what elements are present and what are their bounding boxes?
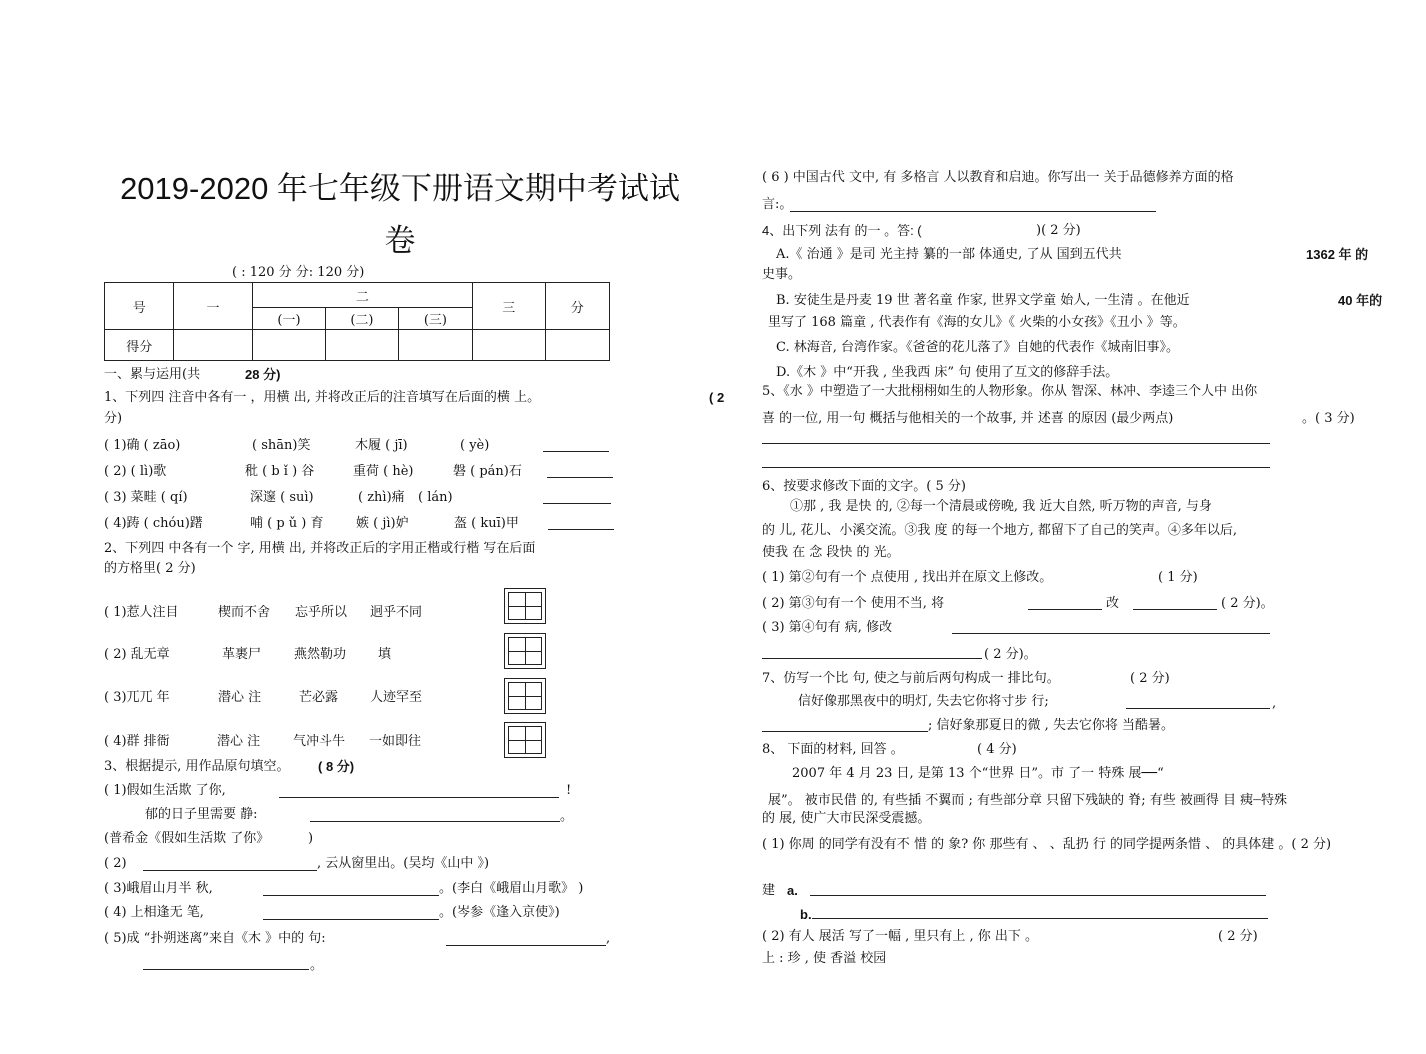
q6b-sub3: ( 3) 第④句有 病, 修改 bbox=[762, 620, 893, 635]
q3-3-text: ( 3)峨眉山月半 秋, bbox=[104, 881, 213, 896]
q6-line1: ( 6 ) 中国古代 文中, 有 多格言 人以教育和启迪。你写出一 关于品德修养方面的格 bbox=[762, 170, 1234, 185]
cell-sub-1: (一) bbox=[252, 308, 325, 330]
answer-grid-box-1[interactable] bbox=[504, 588, 546, 624]
score-info: ( : 120 分 分: 120 分) bbox=[232, 265, 365, 280]
exam-title-line1: 2019-2020 年七年级下册语文期中考试试 bbox=[120, 171, 680, 206]
cell-part-two: 二 bbox=[252, 283, 472, 308]
answer-grid-box-3[interactable] bbox=[504, 678, 546, 714]
q5-line2: 喜 的一位, 用一句 概括与他相关的一个故事, 并 述喜 的原因 (最少两点) bbox=[762, 411, 1174, 426]
q1-row1-item2: ( shān)笑 bbox=[252, 438, 311, 453]
q4-points: )( 2 分) bbox=[1036, 223, 1081, 238]
q1-row4-item3: 嫉 ( jì)妒 bbox=[356, 516, 409, 531]
q3-1a-text: ( 1)假如生活欺 了你, bbox=[104, 783, 226, 798]
q7-line2-end: ; 信好象那夏日的微 , 失去它你将 当酷暑。 bbox=[928, 718, 1175, 733]
score-input-3[interactable] bbox=[326, 330, 398, 361]
q3-points: ( 8 分) bbox=[318, 759, 355, 774]
q7-line1-end: , bbox=[1272, 696, 1277, 711]
q1-row1-item4: ( yè) bbox=[460, 438, 490, 453]
q8-points: ( 4 分) bbox=[977, 742, 1017, 757]
q2-row4-item1: ( 4)群 排衙 bbox=[104, 734, 170, 749]
q7-points: ( 2 分) bbox=[1130, 671, 1170, 686]
q8-passage-1: 2007 年 4 月 23 日, 是第 13 个“世界 日”。市 了一 特殊 展──“ bbox=[792, 766, 1164, 781]
q8-passage-3: 的 展, 使广大市民深受震撼。 bbox=[762, 811, 931, 826]
exam-title-line2: 卷 bbox=[384, 223, 416, 258]
q6b-sub3-blank1[interactable] bbox=[952, 633, 1270, 634]
q6b-sub1: ( 1) 第②句有一个 点使用 , 找出并在原文上修改。 bbox=[762, 570, 1053, 585]
q1-row3-blank[interactable] bbox=[543, 503, 611, 504]
q1-row1-blank[interactable] bbox=[543, 451, 609, 452]
answer-grid-box-4[interactable] bbox=[504, 722, 546, 758]
q3-4-end: 。(岑参《逢入京使》) bbox=[439, 905, 560, 920]
q2-row4-item4: 一如即往 bbox=[369, 734, 422, 749]
q4-option-b-line1: B. 安徒生是丹麦 19 世 著名童 作家, 世界文学童 始人, 一生清 。在他近 bbox=[776, 293, 1190, 308]
q6b-sub2-mid: 改 bbox=[1106, 596, 1120, 611]
q1-row2-item3: 重荷 ( hè) bbox=[353, 464, 414, 479]
q8-suggest-label: 建 bbox=[762, 883, 776, 898]
cell-sub-2: (二) bbox=[326, 308, 398, 330]
q1-row1-item1: ( 1)确 ( zāo) bbox=[104, 438, 181, 453]
q1-row3-item4: ( lán) bbox=[418, 490, 453, 505]
q3-5b-end: 。 bbox=[310, 958, 324, 973]
q3-5-blank2[interactable] bbox=[143, 969, 309, 970]
q6b-sub2-blank1[interactable] bbox=[1028, 609, 1102, 610]
q5-blank-1[interactable] bbox=[762, 443, 1270, 444]
q8-suggest-b-label: b. bbox=[800, 907, 812, 922]
q5-points: 。( 3 分) bbox=[1302, 411, 1355, 426]
q2-row2-item2: 革裹尸 bbox=[222, 647, 262, 662]
q4-option-a-line2: 史事。 bbox=[762, 267, 802, 282]
q3-2-blank[interactable] bbox=[143, 870, 317, 871]
q4-option-a-line1: A.《 治通 》是司 光主持 纂的一部 体通史, 了从 国到五代共 bbox=[776, 247, 1122, 262]
q2-row1-item3: 忘乎所以 bbox=[295, 605, 348, 620]
cell-number: 号 bbox=[105, 283, 174, 330]
q6b-prompt: 6、按要求修改下面的文字。( 5 分) bbox=[762, 479, 966, 494]
q6b-passage-3: 使我 在 念 段快 的 光。 bbox=[762, 545, 900, 560]
score-input-6[interactable] bbox=[545, 330, 610, 361]
q1-row1-item3: 木履 ( jī) bbox=[355, 438, 408, 453]
q2-row2-item1: ( 2) 乱无章 bbox=[104, 647, 170, 662]
q8-suggest-a-label: a. bbox=[787, 883, 798, 898]
q4-prompt: 4、出下列 法有 的一 。答: ( bbox=[762, 223, 922, 238]
q1-row2-item4: 磐 ( pán)石 bbox=[453, 464, 522, 479]
q3-4-blank[interactable] bbox=[263, 919, 439, 920]
score-input-1[interactable] bbox=[174, 330, 252, 361]
q4-option-a-num: 1362 年 的 bbox=[1306, 247, 1369, 262]
q3-3-blank[interactable] bbox=[263, 895, 439, 896]
q5-blank-2[interactable] bbox=[762, 467, 1270, 468]
q1-row4-blank[interactable] bbox=[548, 529, 614, 530]
score-input-5[interactable] bbox=[473, 330, 545, 361]
q2-row3-item3: 芒必露 bbox=[299, 690, 339, 705]
q2-row4-item3: 气冲斗牛 bbox=[293, 734, 346, 749]
cell-defen: 得分 bbox=[105, 330, 174, 361]
score-input-2[interactable] bbox=[252, 330, 325, 361]
q3-1b-blank[interactable] bbox=[310, 821, 560, 822]
q1-row4-item1: ( 4)踌 ( chóu)躇 bbox=[104, 516, 203, 531]
q6-line2: 言:。 bbox=[762, 197, 793, 212]
q3-5-blank1[interactable] bbox=[446, 945, 606, 946]
q6b-sub2-blank2[interactable] bbox=[1133, 609, 1217, 610]
q7-line1: 信好像那黑夜中的明灯, 失去它你将寸步 行; bbox=[798, 694, 1049, 709]
q4-option-b-num: 40 年的 bbox=[1338, 293, 1383, 308]
q6b-passage-1: ①那 , 我 是快 的, ②每一个清晨或傍晚, 我 近大自然, 听万物的声音, 与身 bbox=[790, 499, 1212, 514]
q8-sub2: ( 2) 有人 展活 写了一幅 , 里只有上 , 你 出下 。 bbox=[762, 929, 1039, 944]
q6b-sub1-points: ( 1 分) bbox=[1158, 570, 1198, 585]
q3-3-end: 。(李白《峨眉山月歌》 ) bbox=[439, 881, 584, 896]
q6b-passage-2: 的 儿, 花儿、小溪交流。③我 度 的每一个地方, 都留下了自己的笑声。④多年以后, bbox=[762, 523, 1238, 538]
q7-prompt: 7、仿写一个比 句, 使之与前后两句构成一 排比句。 bbox=[762, 671, 1060, 686]
q3-1c-end: ) bbox=[308, 831, 314, 846]
q4-option-d: D.《木 》中“开我 , 坐我西 床” 句 使用了互文的修辞手法。 bbox=[776, 365, 1119, 380]
q6b-sub2-end: ( 2 分)。 bbox=[1221, 596, 1274, 611]
q3-1c-text: (普希金《假如生活欺 了你》 bbox=[104, 831, 270, 846]
q1-row2-item2: 秕 ( b ǐ ) 谷 bbox=[245, 464, 315, 479]
q1-points-cont: 分) bbox=[104, 411, 123, 426]
q8-sub1: ( 1) 你周 的同学有没有不 惜 的 象? 你 那些有 、 、乱扔 行 的同学提两条惜 、 的具体建 。( 2 分) bbox=[762, 837, 1332, 852]
q3-5-end: , bbox=[606, 931, 611, 946]
q1-row3-item1: ( 3) 菜畦 ( qí) bbox=[104, 490, 188, 505]
q6b-sub3-blank2[interactable] bbox=[762, 658, 982, 659]
q3-4-text: ( 4) 上相逢无 笔, bbox=[104, 905, 204, 920]
cell-part-one: 一 bbox=[174, 283, 252, 330]
section1-heading: 一、累与运用(共 bbox=[104, 367, 201, 382]
q3-prompt: 3、根据提示, 用作品原句填空。 bbox=[104, 759, 290, 774]
q3-5-text: ( 5)成 “扑朔迷离”来自《木 》中的 句: bbox=[104, 931, 326, 946]
q4-option-b-line2: 里写了 168 篇童 , 代表作有《海的女儿》《 火柴的小女孩》《丑小 》等。 bbox=[768, 315, 1186, 330]
q2-row2-item3: 燕然勒功 bbox=[294, 647, 347, 662]
q6b-sub3-end: ( 2 分)。 bbox=[984, 647, 1037, 662]
q1-row3-item3: ( zhì)痛 bbox=[358, 490, 405, 505]
q2-row1-item4: 迥乎不同 bbox=[370, 605, 423, 620]
q3-2-label: ( 2) bbox=[104, 856, 127, 871]
q2-row3-item1: ( 3)兀兀 年 bbox=[104, 690, 170, 705]
q7-blank1[interactable] bbox=[1126, 708, 1270, 709]
q2-prompt-line1: 2、下列四 中各有一个 字, 用横 出, 并将改正后的字用正楷或行楷 写在后面 bbox=[104, 541, 536, 556]
q1-row2-blank[interactable] bbox=[547, 477, 613, 478]
q8-passage-2: 展”。 被市民借 的, 有些插 不翼而 ; 有些部分章 只留下残缺的 脊; 有些 被画得 目 痍┈特殊 bbox=[768, 793, 1287, 808]
q5-line1: 5、《水 》中塑造了一大批栩栩如生的人物形象。你从 智深、林冲、李逵三个人中 出你 bbox=[762, 384, 1258, 399]
q1-row3-item2: 深邃 ( suì) bbox=[250, 490, 314, 505]
score-input-4[interactable] bbox=[398, 330, 472, 361]
q2-row1-item2: 楔而不舍 bbox=[218, 605, 271, 620]
cell-part-three: 三 bbox=[473, 283, 545, 330]
q2-row3-item4: 人迹罕至 bbox=[370, 690, 423, 705]
q2-row1-item1: ( 1)惹人注目 bbox=[104, 605, 179, 620]
q2-prompt-line2: 的方格里( 2 分) bbox=[104, 561, 196, 576]
q1-row4-item4: 盔 ( kuī)甲 bbox=[454, 516, 519, 531]
q8-sub2-points: ( 2 分) bbox=[1218, 929, 1258, 944]
q3-1b-end: 。 bbox=[560, 809, 574, 824]
section1-points: 28 分) bbox=[245, 367, 281, 382]
q1-row4-item2: 哺 ( p ǔ ) 育 bbox=[250, 516, 324, 531]
q3-1b-text: 郁的日子里需要 静: bbox=[145, 807, 258, 822]
q1-row2-item1: ( 2) ( lì)歌 bbox=[104, 464, 167, 479]
q7-blank2[interactable] bbox=[762, 731, 928, 732]
q3-1a-end: ! bbox=[566, 783, 572, 798]
q3-2-end: , 云从窗里出。(吴均《山中 》) bbox=[317, 856, 490, 871]
q2-row4-item2: 潜心 注 bbox=[217, 734, 261, 749]
q8-prompt: 8、 下面的材料, 回答 。 bbox=[762, 742, 904, 757]
cell-sub-3: (三) bbox=[398, 308, 472, 330]
q2-row3-item2: 潜心 注 bbox=[218, 690, 262, 705]
score-table bbox=[104, 282, 610, 361]
q8-suggest-a-blank[interactable] bbox=[810, 895, 1266, 896]
answer-grid-box-2[interactable] bbox=[504, 633, 546, 669]
cell-score: 分 bbox=[545, 283, 610, 330]
q6-blank[interactable] bbox=[790, 211, 1156, 212]
q4-option-c: C. 林海音, 台湾作家。《爸爸的花儿落了》自她的代表作《城南旧事》。 bbox=[776, 340, 1180, 355]
q3-1a-blank[interactable] bbox=[279, 797, 559, 798]
q1-points: ( 2 bbox=[709, 390, 725, 405]
q8-sub2-couplet: 上 : 珍 , 使 香溢 校园 bbox=[762, 951, 887, 966]
q6b-sub2: ( 2) 第③句有一个 使用不当, 将 bbox=[762, 596, 945, 611]
q8-suggest-b-blank[interactable] bbox=[812, 918, 1268, 919]
q1-prompt: 1、下列四 注音中各有一 ，用横 出, 并将改正后的注音填写在后面的横 上。 bbox=[104, 390, 541, 405]
q2-row2-item4: 填 bbox=[378, 647, 392, 662]
